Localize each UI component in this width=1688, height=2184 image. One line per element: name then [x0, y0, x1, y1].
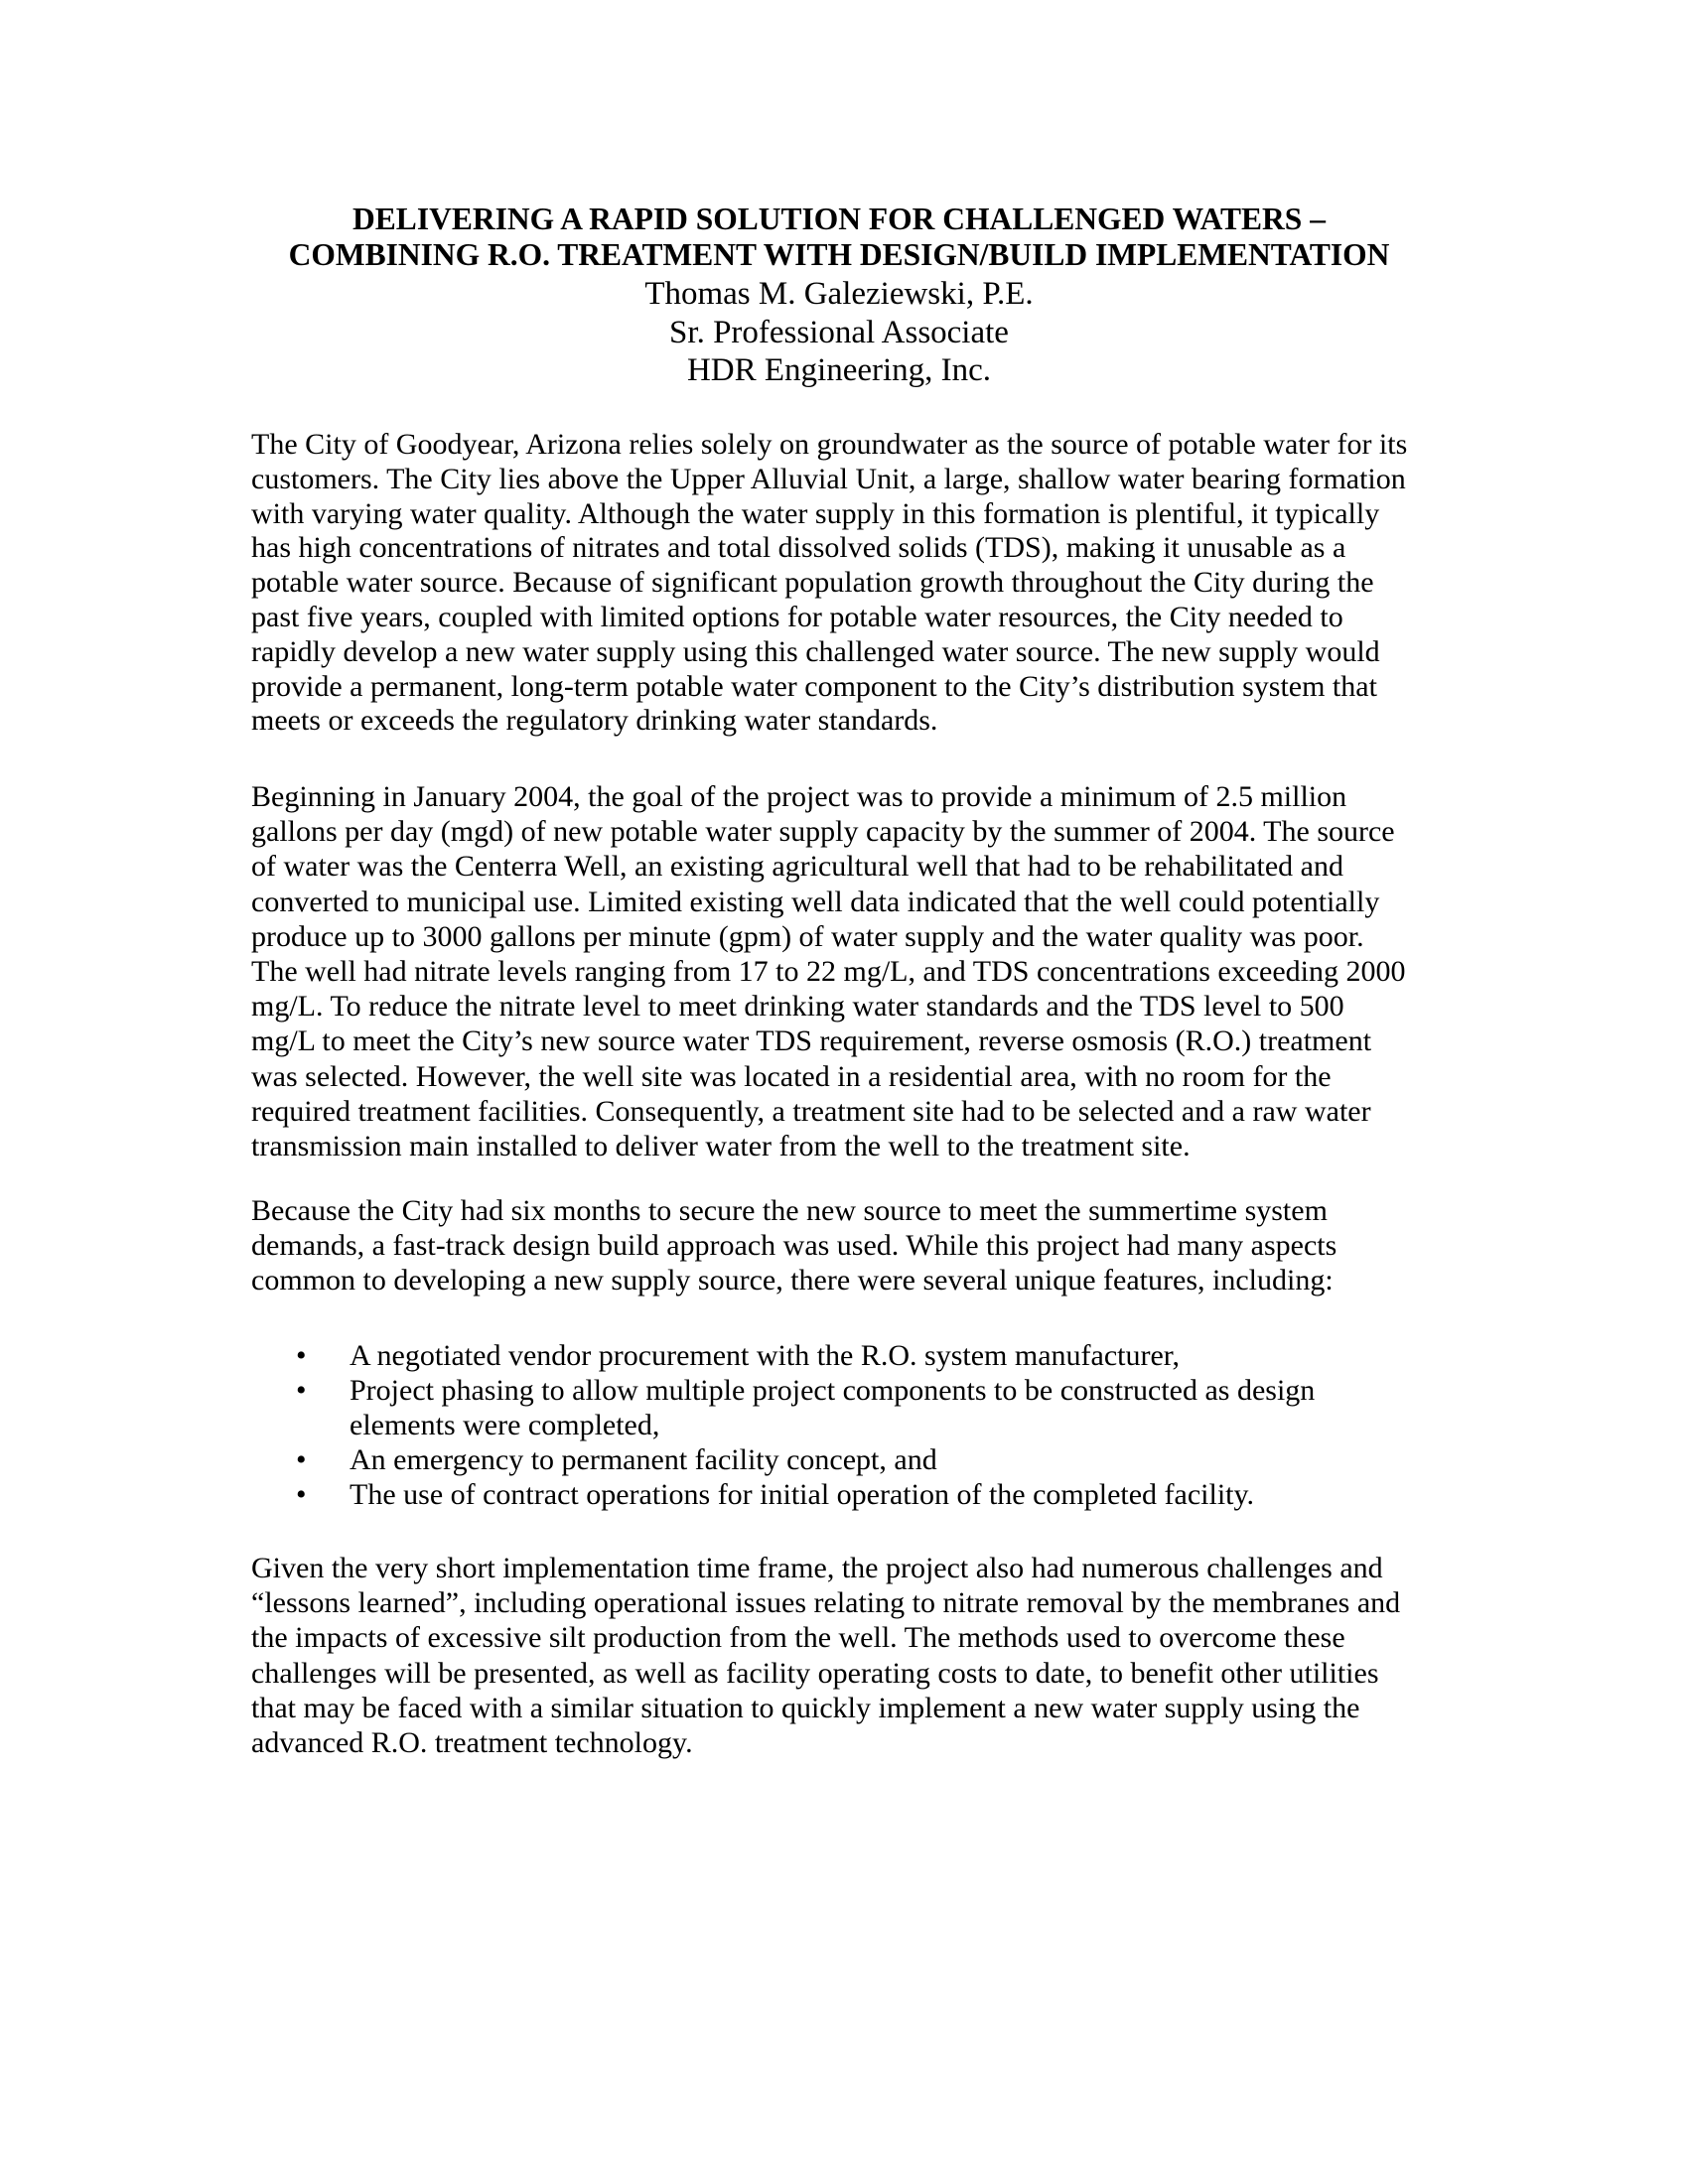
bullet-icon: •: [296, 1374, 307, 1407]
paper-title-line-2: COMBINING R.O. TREATMENT WITH DESIGN/BUILD IMPLEMENTATION: [288, 237, 1390, 272]
text-line: was selected. However, the well site was located in a residential area, with no room for the: [251, 1059, 1332, 1093]
text-line: of water was the Centerra Well, an existing agricultural well that had to be rehabilitated and: [251, 850, 1343, 884]
list-item: [251, 1477, 1463, 1512]
author-name: Thomas M. Galeziewski, P.E.: [644, 276, 1034, 312]
text-line: A negotiated vendor procurement with the R.O. system manufacturer,: [350, 1339, 1181, 1372]
text-line: the impacts of excessive silt production from the well. The methods used to overcome these: [251, 1621, 1345, 1655]
text-line: produce up to 3000 gallons per minute (gpm) of water supply and the water quality was poor.: [251, 919, 1364, 953]
paragraph-1: [251, 428, 1463, 739]
text-line: Beginning in January 2004, the goal of the project was to provide a minimum of 2.5 million: [251, 780, 1347, 813]
text-line: common to developing a new supply source, there were several unique features, including:: [251, 1264, 1334, 1297]
text-line: advanced R.O. treatment technology.: [251, 1726, 693, 1760]
list-item: [251, 1373, 1463, 1442]
list-item: [251, 1338, 1463, 1373]
author-block: [199, 275, 1479, 390]
paper-title-line-1: DELIVERING A RAPID SOLUTION FOR CHALLENGED WATERS –: [352, 202, 1326, 236]
paragraph-2: [251, 779, 1463, 1163]
text-line: Project phasing to allow multiple project components to be constructed as design: [350, 1374, 1316, 1407]
text-line: has high concentrations of nitrates and total dissolved solids (TDS), making it unusable as a: [251, 531, 1346, 565]
author-company: HDR Engineering, Inc.: [686, 352, 992, 388]
text-line: mg/L. To reduce the nitrate level to meet drinking water standards and the TDS level to 500: [251, 990, 1344, 1024]
list-item: [251, 1442, 1463, 1477]
feature-list: [251, 1338, 1463, 1512]
text-line: mg/L to meet the City’s new source water TDS requirement, reverse osmosis (R.O.) treatment: [251, 1024, 1372, 1058]
title-block: [199, 202, 1479, 273]
text-line: challenges will be presented, as well as facility operating costs to date, to benefit other utilities: [251, 1656, 1379, 1690]
text-line: customers. The City lies above the Upper Alluvial Unit, a large, shallow water bearing formation: [251, 462, 1406, 495]
text-line: provide a permanent, long-term potable water component to the City’s distribution system that: [251, 669, 1377, 703]
paragraph-3: [251, 1193, 1463, 1297]
bullet-icon: •: [296, 1339, 307, 1372]
text-line: with varying water quality. Although the water supply in this formation is plentiful, it typically: [251, 496, 1380, 530]
text-line: rapidly develop a new water supply using this challenged water source. The new supply would: [251, 634, 1380, 668]
text-line: that may be faced with a similar situation to quickly implement a new water supply using the: [251, 1691, 1360, 1724]
text-line: required treatment facilities. Consequently, a treatment site had to be selected and a raw water: [251, 1094, 1371, 1128]
text-line: meets or exceeds the regulatory drinking water standards.: [251, 704, 938, 738]
text-line: The use of contract operations for initial operation of the completed facility.: [350, 1478, 1255, 1511]
text-line: transmission main installed to deliver water from the well to the treatment site.: [251, 1130, 1191, 1163]
text-line: elements were completed,: [350, 1409, 660, 1441]
text-line: The City of Goodyear, Arizona relies solely on groundwater as the source of potable water for its: [251, 428, 1408, 461]
text-line: potable water source. Because of significant population growth throughout the City during the: [251, 566, 1374, 600]
text-line: Given the very short implementation time frame, the project also had numerous challenges and: [251, 1552, 1383, 1584]
text-line: converted to municipal use. Limited existing well data indicated that the well could potentially: [251, 885, 1380, 918]
text-line: demands, a fast-track design build approach was used. While this project had many aspects: [251, 1229, 1337, 1262]
text-line: “lessons learned”, including operational issues relating to nitrate removal by the membranes and: [251, 1586, 1401, 1620]
paragraph-4: [251, 1551, 1463, 1760]
author-position: Sr. Professional Associate: [669, 314, 1009, 350]
bullet-icon: •: [296, 1478, 307, 1511]
text-line: Because the City had six months to secure the new source to meet the summertime system: [251, 1194, 1328, 1227]
bullet-icon: •: [296, 1443, 307, 1476]
text-line: The well had nitrate levels ranging from 17 to 22 mg/L, and TDS concentrations exceeding 2000: [251, 955, 1406, 989]
text-line: past five years, coupled with limited options for potable water resources, the City needed to: [251, 600, 1343, 633]
text-line: An emergency to permanent facility concept, and: [350, 1443, 937, 1476]
text-line: gallons per day (mgd) of new potable water supply capacity by the summer of 2004. The source: [251, 815, 1395, 849]
